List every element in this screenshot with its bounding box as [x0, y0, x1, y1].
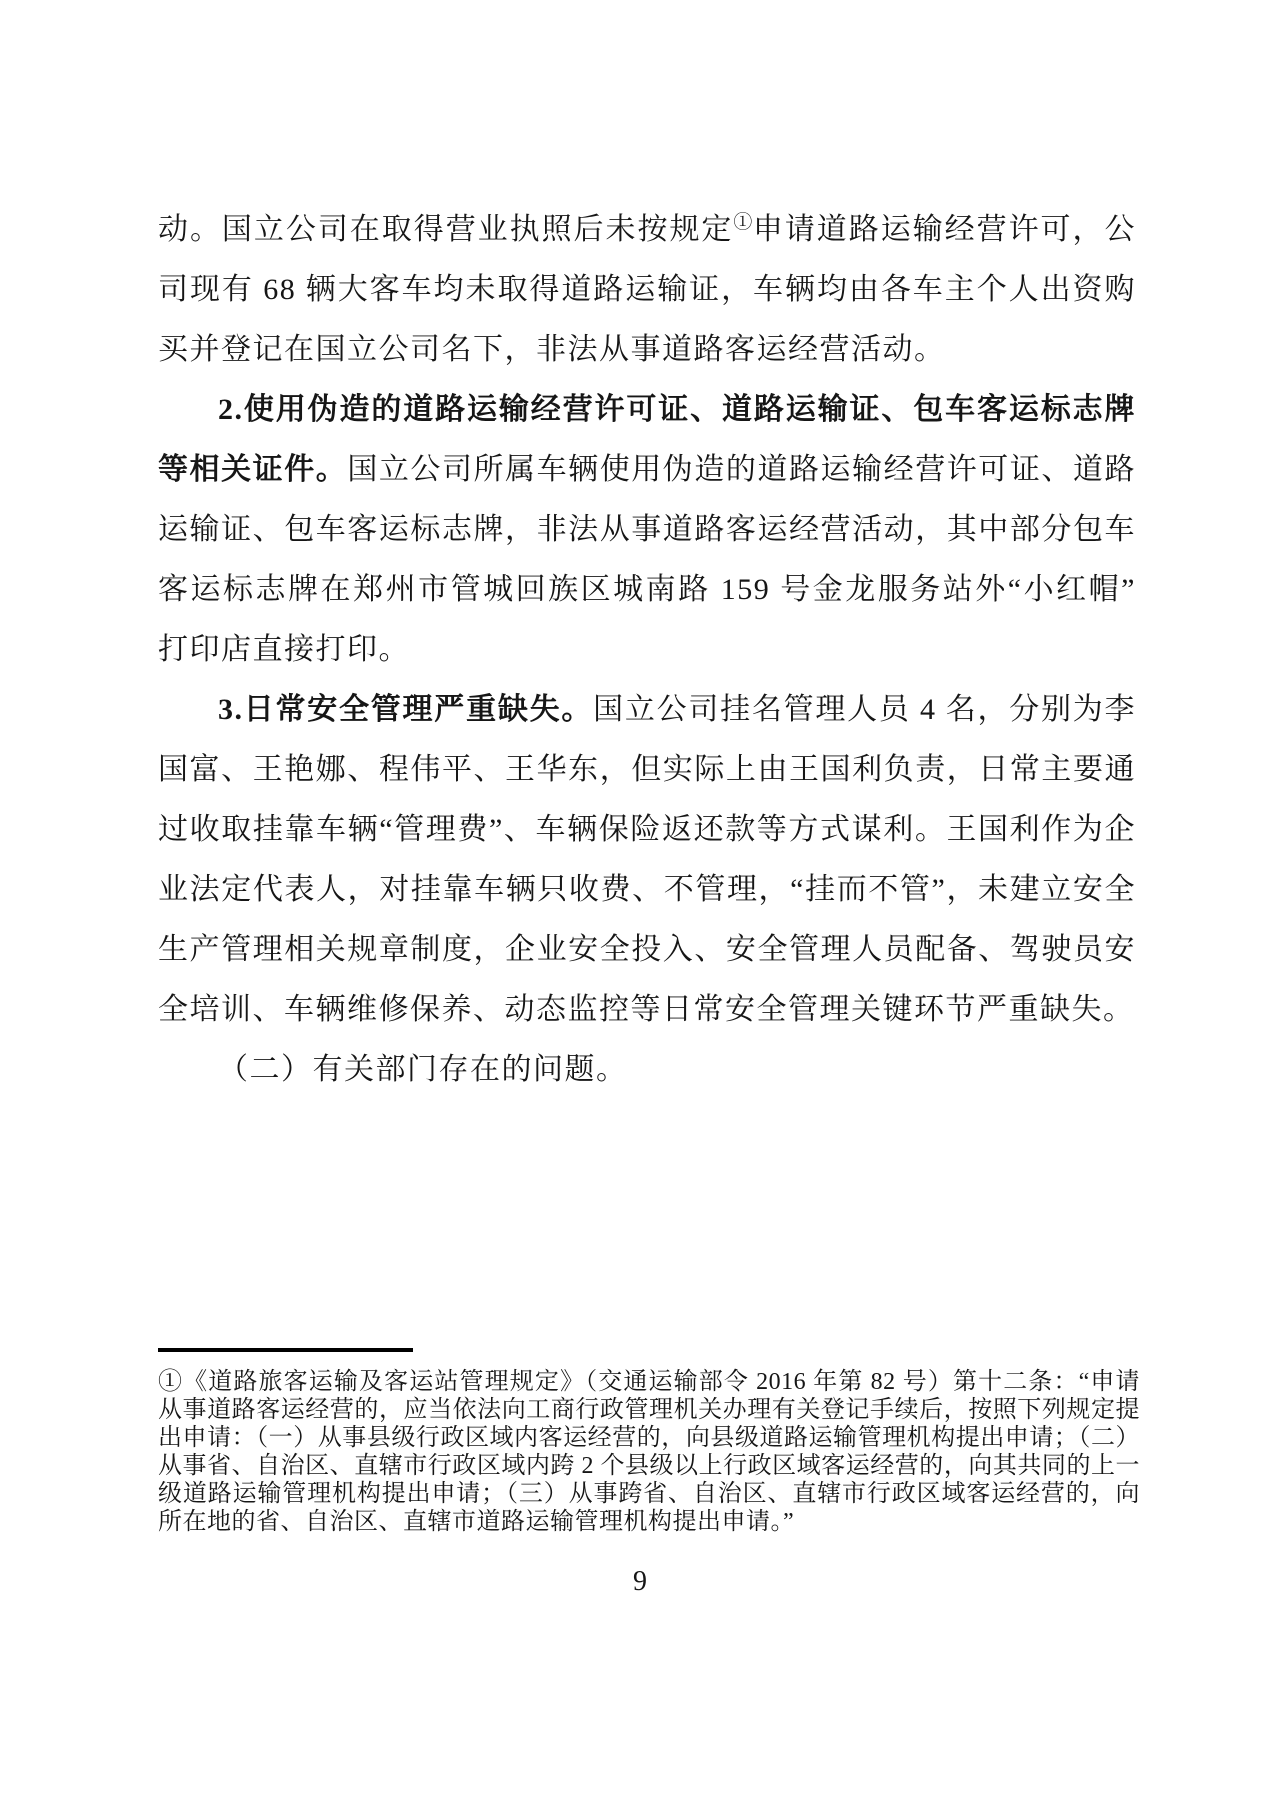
footnote-body-text: 《道路旅客运输及客运站管理规定》（交通运输部令 2016 年第 82 号）第十二条：“申请从事道路客运经营的，应当依法向工商行政管理机关办理有关登记手续后，按照下列规定提出申请：（一）从事县级行政区域内客运经营的，向县级道路运输管理机构提出申请；（二）从事省、自治区、直辖市行政区域内跨 2 个县级以上行政区域客运经营的，向其共同的上一级道路运输管理机构提出申请；（三）从事跨省、自治区、直辖市行政区域客运经营的，向所在地的省、自治区、直辖市道路运输管理机构提出申请。” — [158, 1369, 1140, 1535]
para1-text-before-ref: 动。国立公司在取得营业执照后未按规定 — [158, 213, 734, 246]
paragraph-item-2 — [158, 380, 1136, 680]
para2-bold-heading: 2.使用伪造的道路运输经营许可证、道路运输证、包车客运标志牌等相关证件。 — [158, 393, 1136, 486]
footnote-section — [158, 1348, 1140, 1536]
footnote-separator-line — [158, 1348, 413, 1352]
para2-body-text: 国立公司所属车辆使用伪造的道路运输经营许可证、道路运输证、包车客运标志牌，非法从事道路客运经营活动，其中部分包车客运标志牌在郑州市管城回族区城南路 159 号金龙服务站外“小红帽”打印店直接打印。 — [158, 453, 1137, 666]
para3-body-text: 国立公司挂名管理人员 4 名，分别为李国富、王艳娜、程伟平、王华东，但实际上由王国利负责，日常主要通过收取挂靠车辆“管理费”、车辆保险返还款等方式谋利。王国利作为企业法定代表人，对挂靠车辆只收费、不管理，“挂而不管”，未建立安全生产管理相关规章制度，企业安全投入、安全管理人员配备、驾驶员安全培训、车辆维修保养、动态监控等日常安全管理关键环节严重缺失。 — [158, 693, 1137, 1026]
paragraph-item-3 — [158, 680, 1136, 1040]
footnote-marker: ① — [158, 1369, 184, 1395]
footnote-text — [158, 1368, 1140, 1536]
para3-bold-heading: 3.日常安全管理严重缺失。 — [218, 693, 594, 726]
para1-text-after-ref: 申请道路运输经营许可，公司现有 68 辆大客车均未取得道路运输证，车辆均由各车主个人出资购买并登记在国立公司名下，非法从事道路客运经营活动。 — [158, 213, 1136, 366]
page-number: 9 — [633, 1566, 647, 1597]
document-body — [158, 200, 1136, 1100]
subsection-heading: （二）有关部门存在的问题。 — [218, 1053, 628, 1086]
footnote-ref-mark: ① — [733, 212, 753, 233]
paragraph-continuation — [158, 200, 1136, 380]
